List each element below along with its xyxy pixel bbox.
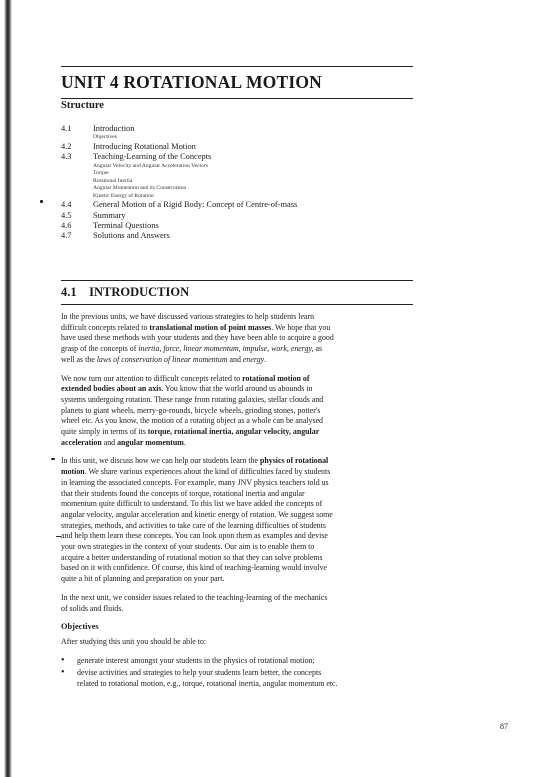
text-line — [61, 355, 413, 366]
toc-item-title: Teaching-Learning of the Concepts — [93, 152, 212, 162]
section-rule-bottom — [61, 304, 413, 305]
paragraph-unit-aim — [61, 456, 413, 584]
text-line: systems undergoing rotation. These range from rotating galaxies, stellar clouds and — [61, 394, 324, 404]
text-run: difficult concepts related to — [61, 322, 150, 332]
toc-item-number: 4.2 — [61, 141, 72, 151]
text-line — [61, 374, 413, 385]
text-line — [61, 323, 413, 334]
unit-title: UNIT 4 ROTATIONAL MOTION — [61, 72, 323, 92]
paragraph-next-unit — [61, 593, 413, 614]
objectives-intro: After studying this unit you should be able to: — [61, 636, 207, 646]
text-line: in learning the associated concepts. For example, many JNV physics teachers told us — [61, 477, 329, 487]
toc-item — [61, 124, 411, 134]
bold-term: rotational motion of — [242, 373, 310, 383]
unit-header — [61, 66, 413, 99]
binding-shadow — [0, 0, 34, 777]
structure-heading: Structure — [61, 100, 104, 111]
italic-term: energy — [242, 354, 265, 364]
text-line — [61, 438, 413, 449]
text-line: strategies, methods, and activities to take care of the learning difficulties of students — [61, 520, 326, 530]
text-line: wheel etc. As you know, the motion of a rotating object as a whole can be analysed — [61, 416, 323, 426]
toc-item — [61, 211, 411, 221]
text-run: . We hope that you — [271, 322, 331, 332]
text-line: based on it with confidence. Of course, this kind of teaching-learning would involve — [61, 563, 328, 573]
text-run: as — [313, 344, 323, 354]
toc-item-number: 4.4 — [61, 200, 72, 210]
text-run: We now turn our attention to difficult concepts related to — [61, 373, 243, 383]
text-line: acquire a better understanding of rotational motion so that they can solve problems — [61, 552, 323, 562]
text-run: . — [183, 437, 186, 447]
toc-subitem: Objectives — [93, 134, 117, 141]
toc-subitem: Angular Velocity and Angular Acceleration Vectors — [93, 162, 208, 169]
objective-item — [61, 656, 413, 667]
bold-term: motion — [61, 467, 85, 477]
text-run: well as the — [61, 354, 97, 364]
section-rule-top — [61, 280, 413, 281]
text-run: grasp of the concepts of — [61, 344, 139, 354]
toc-item-title: Terminal Questions — [93, 221, 159, 231]
italic-term: laws of conservation of linear momentum — [96, 354, 228, 364]
text-run: . — [264, 354, 267, 364]
toc-subitem: Kinetic Energy of Rotation — [93, 192, 154, 199]
bold-term: torque, rotational inertia, angular velocity, angular — [147, 427, 320, 437]
objectives-heading: Objectives — [61, 622, 99, 632]
table-of-contents — [61, 124, 411, 242]
toc-item-number: 4.1 — [61, 124, 72, 133]
toc-subitem: Rotational Inertia — [93, 177, 133, 184]
section-header — [61, 280, 413, 305]
italic-term: inertia, force, linear momentum, impulse, work, energy, — [138, 344, 314, 354]
text-line: that their students found the concepts of torque, rotational inertia and angular — [61, 488, 305, 498]
toc-item — [61, 231, 411, 241]
text-line: In the previous units, we have discussed various strategies to help students learn — [61, 312, 315, 321]
toc-item-title: Summary — [93, 210, 126, 220]
text-run: . We share various experiences about the kind of difficulties faced by students — [84, 467, 331, 477]
paragraph-rotation — [61, 374, 413, 449]
objective-item — [61, 668, 413, 689]
section-number: 4.1 — [61, 285, 77, 299]
bold-term: angular momentum — [117, 437, 184, 447]
toc-item-number: 4.6 — [61, 221, 72, 231]
scan-mark — [40, 200, 43, 203]
text-line: • generate interest amongst your students in the physics of rotational motion; — [77, 655, 315, 665]
toc-item — [61, 152, 411, 162]
text-line: have used these methods with your students and they have been able to acquire a good — [61, 333, 334, 343]
toc-item-number: 4.7 — [61, 231, 72, 241]
toc-item-title: Introducing Rotational Motion — [93, 141, 196, 151]
paragraph-intro — [61, 312, 413, 366]
scan-mark — [51, 458, 55, 460]
text-line: momentum quite difficult to understand. To this list we have added the concepts of — [61, 499, 323, 509]
text-line — [61, 456, 413, 467]
bold-term: extended bodies about an axis — [61, 384, 162, 394]
bold-term: translational motion of point masses — [149, 322, 272, 332]
text-run: and — [101, 437, 118, 447]
text-line: of solids and fluids. — [61, 603, 124, 613]
toc-item — [61, 142, 411, 152]
text-line: quite a bit of planning and preparation on your part. — [61, 574, 225, 584]
text-run: and — [227, 354, 243, 364]
header-rule-bottom — [61, 98, 413, 99]
text-run: In this unit, we discuss how we can help our students learn the — [61, 456, 260, 466]
text-line — [61, 467, 413, 478]
toc-item-number: 4.3 — [61, 152, 72, 162]
text-line: angular velocity, angular acceleration and kinetic energy of rotation. We suggest some — [61, 509, 333, 519]
text-line: and help them learn these concepts. You can look upon them as examples and devise — [61, 531, 328, 541]
toc-item-number: 4.5 — [61, 210, 72, 220]
toc-item — [61, 200, 411, 210]
toc-item-title: Introduction — [93, 124, 135, 133]
text-line — [61, 344, 413, 355]
bold-term: physics of rotational — [259, 456, 329, 466]
text-line: • devise activities and strategies to help your students learn better, the concepts — [77, 668, 322, 678]
text-line — [61, 427, 413, 438]
toc-item-title: General Motion of a Rigid Body: Concept of Centre-of-mass — [93, 200, 298, 210]
text-line: planets to giant wheels, merry-go-rounds, bicycle wheels, grinding stones, potter's — [61, 405, 321, 415]
header-rule-top — [61, 66, 413, 67]
body-text — [61, 312, 413, 692]
objectives-list — [61, 656, 413, 690]
toc-subitem: Torque — [93, 170, 109, 177]
section-title — [61, 285, 413, 300]
text-line — [61, 384, 413, 395]
toc-item-title: Solutions and Answers — [93, 231, 170, 241]
text-line: In the next unit, we consider issues related to the teaching-learning of the mechanics — [61, 592, 328, 602]
page-number: 87 — [500, 722, 508, 731]
text-run: . You know that the world around us abounds in — [161, 384, 313, 394]
bold-term: acceleration — [61, 437, 102, 447]
text-run: quite simply in terms of its — [61, 427, 148, 437]
toc-subitem: Angular Momentum and its Conservation — [93, 185, 187, 192]
text-line: related to rotational motion, e.g., torque, rotational inertia, angular momentum etc. — [77, 679, 338, 689]
text-line: your own strategies in the context of your students. Our aim is to enable them to — [61, 542, 315, 552]
toc-item — [61, 221, 411, 231]
section-title-text: INTRODUCTION — [89, 285, 190, 299]
